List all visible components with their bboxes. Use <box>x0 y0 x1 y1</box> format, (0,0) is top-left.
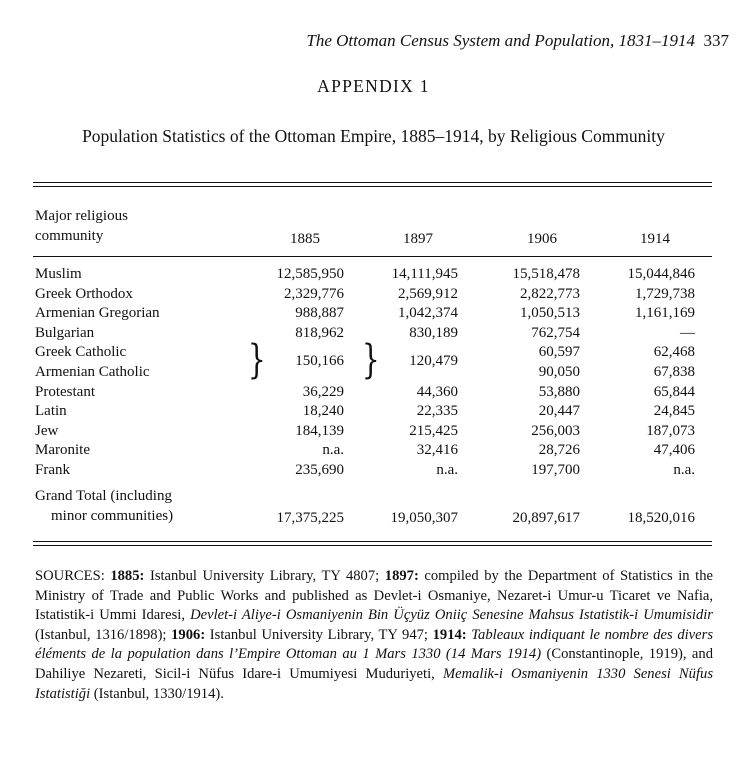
year-header: 1885 <box>290 231 320 247</box>
sources-text: Istanbul University Library, TY 947; <box>205 626 433 643</box>
year-header: 1906 <box>527 231 557 247</box>
table-cell: 20,447 <box>538 403 580 420</box>
sources-text: (Constantinople, 1919), and Dahiliye Nezareti, Sicil-i Nüfus Idare-i Umumiyesi Muduriyeti, <box>35 646 713 682</box>
table-cell: 15,044,846 <box>627 266 695 282</box>
table-cell: 18,240 <box>302 403 344 420</box>
row-label: Frank <box>35 462 70 478</box>
table-cell: 2,822,773 <box>520 285 580 302</box>
source-year: 1914: <box>432 626 467 643</box>
table-cell: 184,139 <box>295 422 344 439</box>
total-1906: 20,897,617 <box>512 510 580 526</box>
row-label: Latin <box>35 403 67 420</box>
source-title: Devlet-i Aliye-i Osmaniyenin Bin Üçyüz Oniiç Senesine Mahsus Istatistik-i Umumisidir <box>190 607 713 624</box>
row-label: Maronite <box>35 442 90 459</box>
table-cell: n.a. <box>436 462 458 478</box>
total-1914: 18,520,016 <box>627 510 695 526</box>
table-cell: 2,329,776 <box>284 285 344 302</box>
row-label: Greek Catholic <box>35 344 127 361</box>
table-cell: 197,700 <box>531 462 580 478</box>
table-cell: 14,111,945 <box>391 266 458 282</box>
sources-note <box>35 567 713 704</box>
sources-text: SOURCES: <box>35 568 111 584</box>
table-cell: 1,729,738 <box>635 285 695 302</box>
table-cell: 256,003 <box>531 422 580 439</box>
row-header-line1: Major religious <box>35 208 128 224</box>
catholic-combined-1897: 120,479 <box>409 353 458 369</box>
brace-1885: } <box>247 337 266 383</box>
source-year: 1897: <box>384 568 419 584</box>
source-year: 1906: <box>171 626 206 643</box>
table-cell: 12,585,950 <box>276 266 344 282</box>
table-cell: 762,754 <box>531 324 580 341</box>
table-cell: 47,406 <box>653 442 695 459</box>
table-cell: 988,887 <box>295 305 344 322</box>
table-cell: 32,416 <box>416 442 458 459</box>
table-cell: 1,050,513 <box>520 305 580 322</box>
row-label: Armenian Catholic <box>35 364 150 380</box>
total-label-line1: Grand Total (including <box>35 488 172 504</box>
table-cell: 24,845 <box>653 403 695 420</box>
table-cell: 90,050 <box>538 364 580 380</box>
year-header: 1914 <box>640 231 670 247</box>
source-title: Memalik-i Osmaniyenin 1330 Senesi Nüfus Istatistiği <box>35 665 713 702</box>
table-cell: 67,838 <box>653 364 695 380</box>
sources-text: Istanbul University Library, TY 4807; <box>144 568 385 584</box>
table-cell: n.a. <box>673 462 695 478</box>
year-header: 1897 <box>403 231 433 247</box>
table-cell: 1,161,169 <box>635 305 695 322</box>
brace-1897: } <box>361 337 380 383</box>
bottom-double-rule <box>33 541 712 546</box>
row-label: Protestant <box>35 383 95 400</box>
table-cell: 830,189 <box>409 324 458 341</box>
appendix-title: APPENDIX 1 <box>317 76 430 96</box>
page-number: 337 <box>703 31 729 50</box>
running-header <box>0 31 729 51</box>
table-cell: 62,468 <box>653 344 695 361</box>
row-header-line2: community <box>35 228 104 244</box>
table-cell: 36,229 <box>302 383 344 400</box>
sources-text: (Istanbul, 1330/1914). <box>90 685 224 702</box>
table-cell: 1,042,374 <box>398 305 458 322</box>
total-1885: 17,375,225 <box>276 510 344 526</box>
total-1897: 19,050,307 <box>390 510 458 526</box>
table-cell: 215,425 <box>409 422 458 439</box>
top-double-rule <box>33 182 712 187</box>
row-label: Greek Orthodox <box>35 285 133 302</box>
table-cell: 53,880 <box>538 383 580 400</box>
total-label-line2: minor communities) <box>51 508 174 524</box>
table-cell: 235,690 <box>295 462 344 478</box>
catholic-combined-1885: 150,166 <box>295 353 344 369</box>
table-caption: Population Statistics of the Ottoman Empire, 1885–1914, by Religious Community <box>82 126 665 146</box>
table-cell: 65,844 <box>653 383 695 400</box>
table-cell: 187,073 <box>646 422 695 439</box>
source-title: Tableaux indiquant le nombre des divers éléments de la population dans l’Empire Ottoman au 1 Mars 1330 (14 Mars 1914) <box>35 626 713 663</box>
table-cell: 28,726 <box>538 442 580 459</box>
row-label: Jew <box>35 422 59 439</box>
table-cell: 15,518,478 <box>512 266 580 282</box>
table-cell: 22,335 <box>416 403 458 420</box>
table-cell: 2,569,912 <box>398 285 458 302</box>
row-label: Muslim <box>35 266 82 282</box>
source-year: 1885: <box>110 568 145 584</box>
header-rule <box>33 256 712 257</box>
sources-text: compiled by the Department of Statistics in the Ministry of Trade and Public Works and published as Devlet-i Osmaniye, Nezaret-i Umur-u Ticaret ve Nafia, Istatistik-i Ummi Idaresi, <box>35 568 714 624</box>
table-cell: 818,962 <box>295 324 344 341</box>
table-cell: n.a. <box>322 442 344 459</box>
table-cell: 60,597 <box>538 344 580 361</box>
table-cell: — <box>680 324 695 341</box>
sources-text: (Istanbul, 1316/1898); <box>35 626 172 643</box>
running-title: The Ottoman Census System and Population, 1831–1914 <box>306 31 695 50</box>
row-label: Bulgarian <box>35 324 95 341</box>
table-cell: 44,360 <box>416 383 458 400</box>
row-label: Armenian Gregorian <box>35 305 160 322</box>
